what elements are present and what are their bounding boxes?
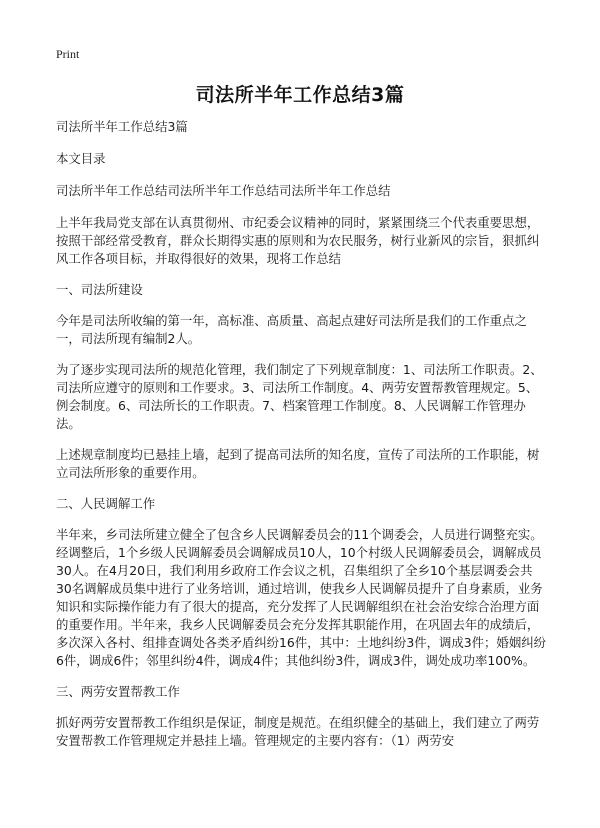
print-link[interactable]: Print: [56, 47, 80, 61]
paragraph-resettlement: 抓好两劳安置帮教工作组织是保证，制度是规范。在组织健全的基础上，我们建立了两劳安置帮教工作管理规定并悬挂上墙。管理规定的主要内容有：（1）两劳安: [56, 715, 540, 748]
paragraph-regulations-effect: 上述规章制度均已悬挂上墙，起到了提高司法所的知名度，宣传了司法所的工作职能，树立司法所形象的重要作用。: [56, 447, 540, 480]
paragraph-intro: 上半年我局党支部在认真贯彻州、市纪委会议精神的同时，紧紧围绕三个代表重要思想，按照干部经常受教育，群众长期得实惠的原则和为农民服务，树行业新风的宗旨，狠抓纠风工作各项目标，并取得很好的效果，现将工作总结: [56, 215, 540, 266]
toc-entries[interactable]: 司法所半年工作总结司法所半年工作总结司法所半年工作总结: [56, 183, 391, 198]
toc-label: 本文目录: [56, 151, 106, 166]
document-body: [56, 118, 548, 763]
paragraph-mediation: 半年来，乡司法所建立健全了包含乡人民调解委员会的11个调委会，人员进行调整充实。经调整后，1个乡级人民调解委员会调解成员10人，10个村级人民调解委员会，调解成员30人。在4月20日，我们利用乡政府工作会议之机，召集组织了全乡10个基层调委会共30名调解成员集中进行了业务培训，通过培训，使我乡人民调解员提升了自身素质，业务知识和实际操作能力有了很大的提高，充分发挥了人民调解组织在社会治安综合治理方面的重要作用。半年来，我乡人民调解委员会充分发挥其职能作用，在巩固去年的成绩后，多次深入各村、组排查调处各类矛盾纠纷16件，其中：土地纠纷3件，调成3件；婚姻纠纷6件，调成6件；邻里纠纷4件，调成4件；其他纠纷3件，调成3件，调处成功率100%。: [56, 527, 546, 668]
subtitle: 司法所半年工作总结3篇: [56, 119, 188, 134]
paragraph-staffing: 今年是司法所收编的第一年，高标准、高质量、高起点建好司法所是我们的工作重点之一，司法所现有编制2人。: [56, 313, 527, 346]
section-heading-3: 三、两劳安置帮教工作: [56, 684, 180, 699]
page-title: 司法所半年工作总结3篇: [195, 84, 405, 106]
paragraph-regulations: 为了逐步实现司法所的规范化管理，我们制定了下列规章制度：1、司法所工作职责。2、司法所应遵守的原则和工作要求。3、司法所工作制度。4、两劳安置帮教管理规定。5、例会制度。6、司法所长的工作职责。7、档案管理工作制度。8、人民调解工作管理办法。: [56, 362, 543, 431]
section-heading-2: 二、人民调解工作: [56, 496, 156, 511]
section-heading-1: 一、司法所建设: [56, 282, 143, 297]
